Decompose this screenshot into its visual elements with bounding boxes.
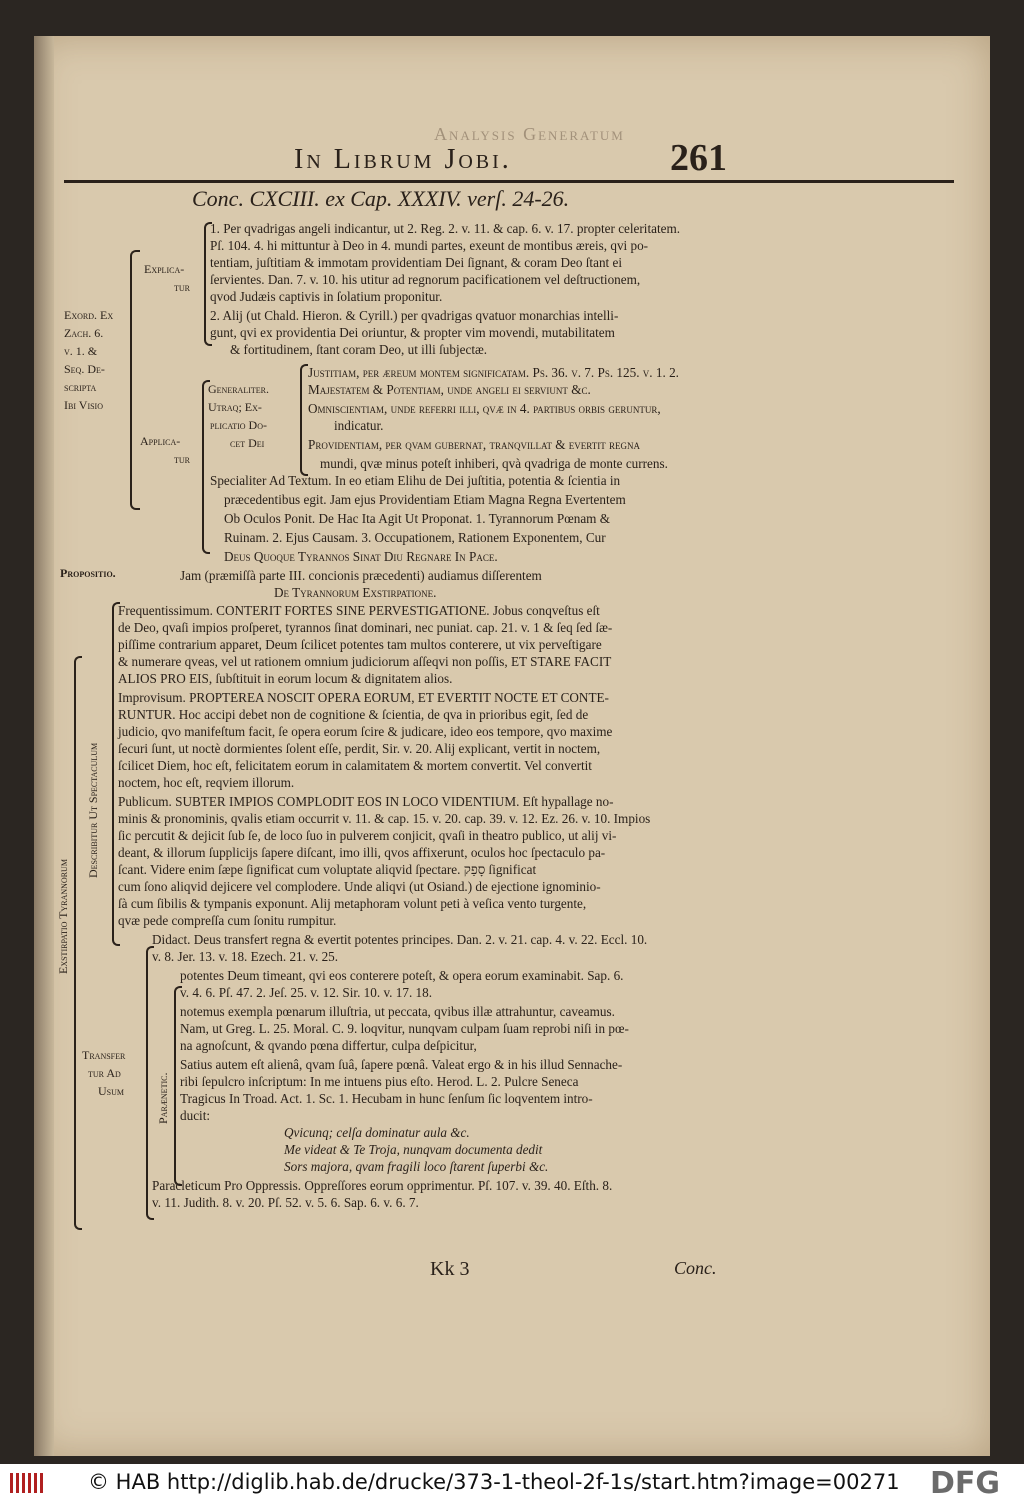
exord-brace — [130, 250, 140, 510]
body-line: minis & pronominis, qvalis etiam occurrit v. 11. & cap. 15. v. 20. cap. 39. v. 12. Ez. 26. v. 10. Impios — [118, 811, 651, 826]
body-line: Providentiam, per qvam gubernat, tranqvillat & evertit regna — [308, 437, 641, 452]
dfg-logo: DFG — [930, 1466, 1001, 1501]
body-line: ſà cum ſibilis & tympanis exponunt. Alij metaphoram volunt peti à veſica vento turgente, — [118, 896, 587, 911]
body-line: tentiam, juſtitiam & immotam providentiam Dei ſignant, & coram Deo ſtant ei — [210, 255, 623, 270]
body-line: Jam (præmiſſà parte III. concionis præcedenti) audiamus diſſerentem — [180, 568, 542, 583]
body-line: ſervientes. Dan. 7. v. 10. his utitur ad regnorum pacificationem vel deſtructionem, — [210, 272, 641, 287]
scanned-page — [34, 36, 990, 1456]
page-number: 261 — [670, 137, 727, 179]
body-line: 1. Per qvadrigas angeli indicantur, ut 2. Reg. 2. v. 11. & cap. 6. v. 17. propter celeritatem. — [210, 221, 681, 236]
body-line: ſcant. Videre enim ſæpe ſignificat cum voluptate aliqvid ſpectare. סָפַק ſignificat — [118, 862, 537, 877]
body-line: Ob Oculos Ponit. De Hac Ita Agit Ut Proponat. 1. Tyrannorum Pœnam & — [224, 511, 610, 526]
body-line: gunt, qvi ex providentia Dei oriuntur, & propter vim movendi, mutabilitatem — [210, 325, 615, 340]
margin-utraq-1: Utraq; Ex- — [208, 400, 262, 414]
body-line: deant, & illorum ſupplicijs ſapere diſcant, imo illi, qvos affixerunt, oculos hoc ſpectaculo pa- — [118, 845, 606, 860]
body-line: ſecuri ſunt, ut noctè dormientes ſolent eſſe, perdit, Sir. v. 20. Alij explicant, vertit in noctem, — [118, 741, 601, 756]
copyright-url[interactable]: © HAB http://diglib.hab.de/drucke/373-1-theol-2f-1s/start.htm?image=00271 — [88, 1470, 900, 1494]
body-line: cum ſono aliqvid dejicere vel complodere. Unde aliqvi (ut Osiand.) de ejectione ignominio- — [118, 879, 601, 894]
body-line: Frequentissimum. CONTERIT FORTES SINE PERVESTIGATIONE. Jobus conqveſtus eſt — [118, 603, 600, 618]
body-line: noctem, hoc eſt, reqviem illorum. — [118, 775, 295, 790]
body-line: Justitiam, per æreum montem ſignificatam. Pſ. 36. v. 7. Pſ. 125. v. 1. 2. — [308, 365, 679, 380]
body-line: Ruinam. 2. Ejus Causam. 3. Occupationem, Rationem Exponentem, Cur — [224, 530, 606, 545]
signature-mark: Kk 3 — [430, 1258, 470, 1280]
running-title: In Librum Jobi. — [294, 144, 512, 175]
body-line: De Tyrannorum Exstirpatione. — [274, 585, 437, 600]
margin-transfer-2: tur Ad — [88, 1066, 121, 1080]
body-line: Tragicus In Troad. Act. 1. Sc. 1. Hecubam in hunc ſenſum ſic loqventem intro- — [180, 1091, 593, 1106]
page-spine — [34, 36, 54, 1456]
body-line: judicio, qvo manifeſtum facit, ſe opera eorum ſcire & judicare, ideo eos tempore, qvo maxime — [118, 724, 613, 739]
margin-exord-4: Seq. De- — [64, 362, 105, 376]
body-line: ducit: — [180, 1108, 211, 1123]
vert-describitur: Describitur Ut Spectaculum — [86, 742, 100, 878]
body-line: & numerare qveas, vel ut rationem omnium judiciorum aſſeqvi non poſſis, ET STARE FACIT — [118, 654, 612, 669]
body-line: ſic percutit & dejicit ſub ſe, de loco ſuo in pulverem conjicit, qvaſi in theatro publico, ut alij vi- — [118, 828, 617, 843]
margin-exord-3: v. 1. & — [64, 344, 98, 358]
body-line: 2. Alij (ut Chald. Hieron. & Cyrill.) per qvadrigas qvatuor monarchias intelli- — [210, 308, 619, 323]
margin-exord-2: Zach. 6. — [64, 326, 104, 340]
body-line: Sors majora, qvam fragili loco ſtarent ſuperbi &c. — [284, 1159, 549, 1174]
margin-explica-1: Explica- — [144, 262, 185, 276]
generaliter-brace — [300, 364, 308, 476]
show-through-text: Analysis Generatum — [434, 124, 625, 144]
body-line: mundi, qvæ minus poteſt inhiberi, qvà qvadriga de monte currens. — [320, 456, 668, 471]
margin-transfer-3: Usum — [98, 1084, 125, 1098]
margin-utraq-3: cet Dei — [230, 436, 265, 450]
body-line: præcedentibus egit. Jam ejus Providentiam Etiam Magna Regna Evertentem — [224, 492, 626, 507]
exstirpatio-brace — [74, 656, 82, 1230]
body-line: v. 8. Jer. 13. v. 18. Ezech. 21. v. 25. — [152, 949, 339, 964]
body-line: Paracleticum Pro Oppressis. Oppreſſores eorum opprimentur. Pſ. 107. v. 39. 40. Eſth. 8. — [152, 1178, 613, 1193]
margin-applica-1: Applica- — [140, 434, 181, 448]
body-line: qvod Judæis captivis in ſolatium proponitur. — [210, 289, 443, 304]
body-line: qvæ pede compreſſa cum ſonitu rumpitur. — [118, 913, 337, 928]
body-line: & fortitudinem, ſtant coram Deo, ut illi ſubjectæ. — [230, 342, 488, 357]
body-line: Deus Quoque Tyrannos Sinat Diu Regnare In Pace. — [224, 549, 498, 564]
body-line: Publicum. SUBTER IMPIOS COMPLODIT EOS IN LOCO VIDENTIUM. Eſt hypallage no- — [118, 794, 614, 809]
margin-exord-1: Exord. Ex — [64, 308, 114, 322]
body-line: Didact. Deus transfert regna & evertit potentes principes. Dan. 2. v. 21. cap. 4. v. 22. Eccl. 10. — [152, 932, 648, 947]
vert-paraenetic: Parænetic. — [156, 1072, 170, 1124]
body-line: Omniscientiam, unde referri illi, qvæ in 4. partibus orbis geruntur, — [308, 401, 661, 416]
body-line: Nam, ut Greg. L. 25. Moral. C. 9. loqvitur, nunqvam culpam ſuam reprobi niſi in pœ- — [180, 1021, 629, 1036]
body-line: na agnoſcunt, & qvando pœna differtur, culpa deſpicitur, — [180, 1038, 477, 1053]
body-line: ribi ſepulcro inſcriptum: In me intuens pius eſto. Herod. L. 2. Pulcre Seneca — [180, 1074, 579, 1089]
body-line: RUNTUR. Hoc accipi debet non de cognitione & ſcientia, de qva in prioribus egit, ſed de — [118, 707, 589, 722]
header-rule — [64, 180, 954, 183]
hab-logo-icon — [8, 1470, 46, 1496]
conc-title: Conc. CXCIII. ex Cap. XXXIV. verſ. 24-26. — [192, 186, 570, 211]
body-line: Improvisum. PROPTEREA NOSCIT OPERA EORUM, ET EVERTIT NOCTE ET CONTE- — [118, 690, 609, 705]
body-line: v. 4. 6. Pſ. 47. 2. Jeſ. 25. v. 12. Sir. 10. v. 17. 18. — [180, 985, 433, 1000]
margin-generaliter: Generaliter. — [208, 382, 269, 396]
margin-transfer-1: Transfer — [82, 1048, 126, 1062]
margin-applica-2: tur — [174, 452, 190, 466]
body-line: Me videat & Te Troja, nunqvam documenta dedit — [284, 1142, 543, 1157]
body-line: notemus exempla pœnarum illuſtria, ut peccata, qvibus illæ attrahuntur, caveamus. — [180, 1004, 615, 1019]
catchword: Conc. — [674, 1258, 717, 1278]
body-line: Satius autem eſt alienâ, qvam ſuâ, ſapere pœnâ. Valeat ergo & in his illud Sennache- — [180, 1057, 623, 1072]
body-line: Majestatem & Potentiam, unde angeli ei ſerviunt &c. — [308, 382, 591, 397]
margin-exord-5: scripta — [64, 380, 97, 394]
body-line: ſcilicet Diem, hoc eſt, felicitatem eorum in calamitatem & mortem convertit. Vel convertit — [118, 758, 592, 773]
body-line: indicatur. — [334, 418, 384, 433]
body-line: potentes Deum timeant, qvi eos conterere poteſt, & opera eorum examinabit. Sap. 6. — [180, 968, 624, 983]
body-line: de Deo, qvaſi impios proſperet, tyrannos ſinat dominari, nec puniat. cap. 21. v. 1 & ſeq ſed ſæ- — [118, 620, 613, 635]
margin-utraq-2: plicatio Do- — [210, 418, 267, 432]
body-line: v. 11. Judith. 8. v. 20. Pſ. 52. v. 5. 6. Sap. 6. v. 6. 7. — [152, 1195, 419, 1210]
body-line: Specialiter Ad Textum. In eo etiam Elihu de Dei juſtitia, potentia & ſcientia in — [210, 473, 621, 488]
body-line: ALIOS PRO EIS, ſubſtituit in eorum locum & dignitatem alios. — [118, 671, 453, 686]
margin-explica-2: tur — [174, 280, 190, 294]
margin-exord-6: Ibi Visio — [64, 398, 103, 412]
body-line: Qvicunq; celſa dominatur aula &c. — [284, 1125, 470, 1140]
body-line: Pſ. 104. 4. hi mittuntur à Deo in 4. mundi partes, exeunt de montibus æreis, qvi po- — [210, 238, 649, 253]
margin-propositio: Propositio. — [60, 566, 116, 580]
vert-exstirpatio: Exstirpatio Tyrannorum — [56, 859, 70, 974]
body-line: piſſime contrarium apparet, Deum ſcilicet potentes tam multos conterere, ut vix perveſtigare — [118, 637, 602, 652]
